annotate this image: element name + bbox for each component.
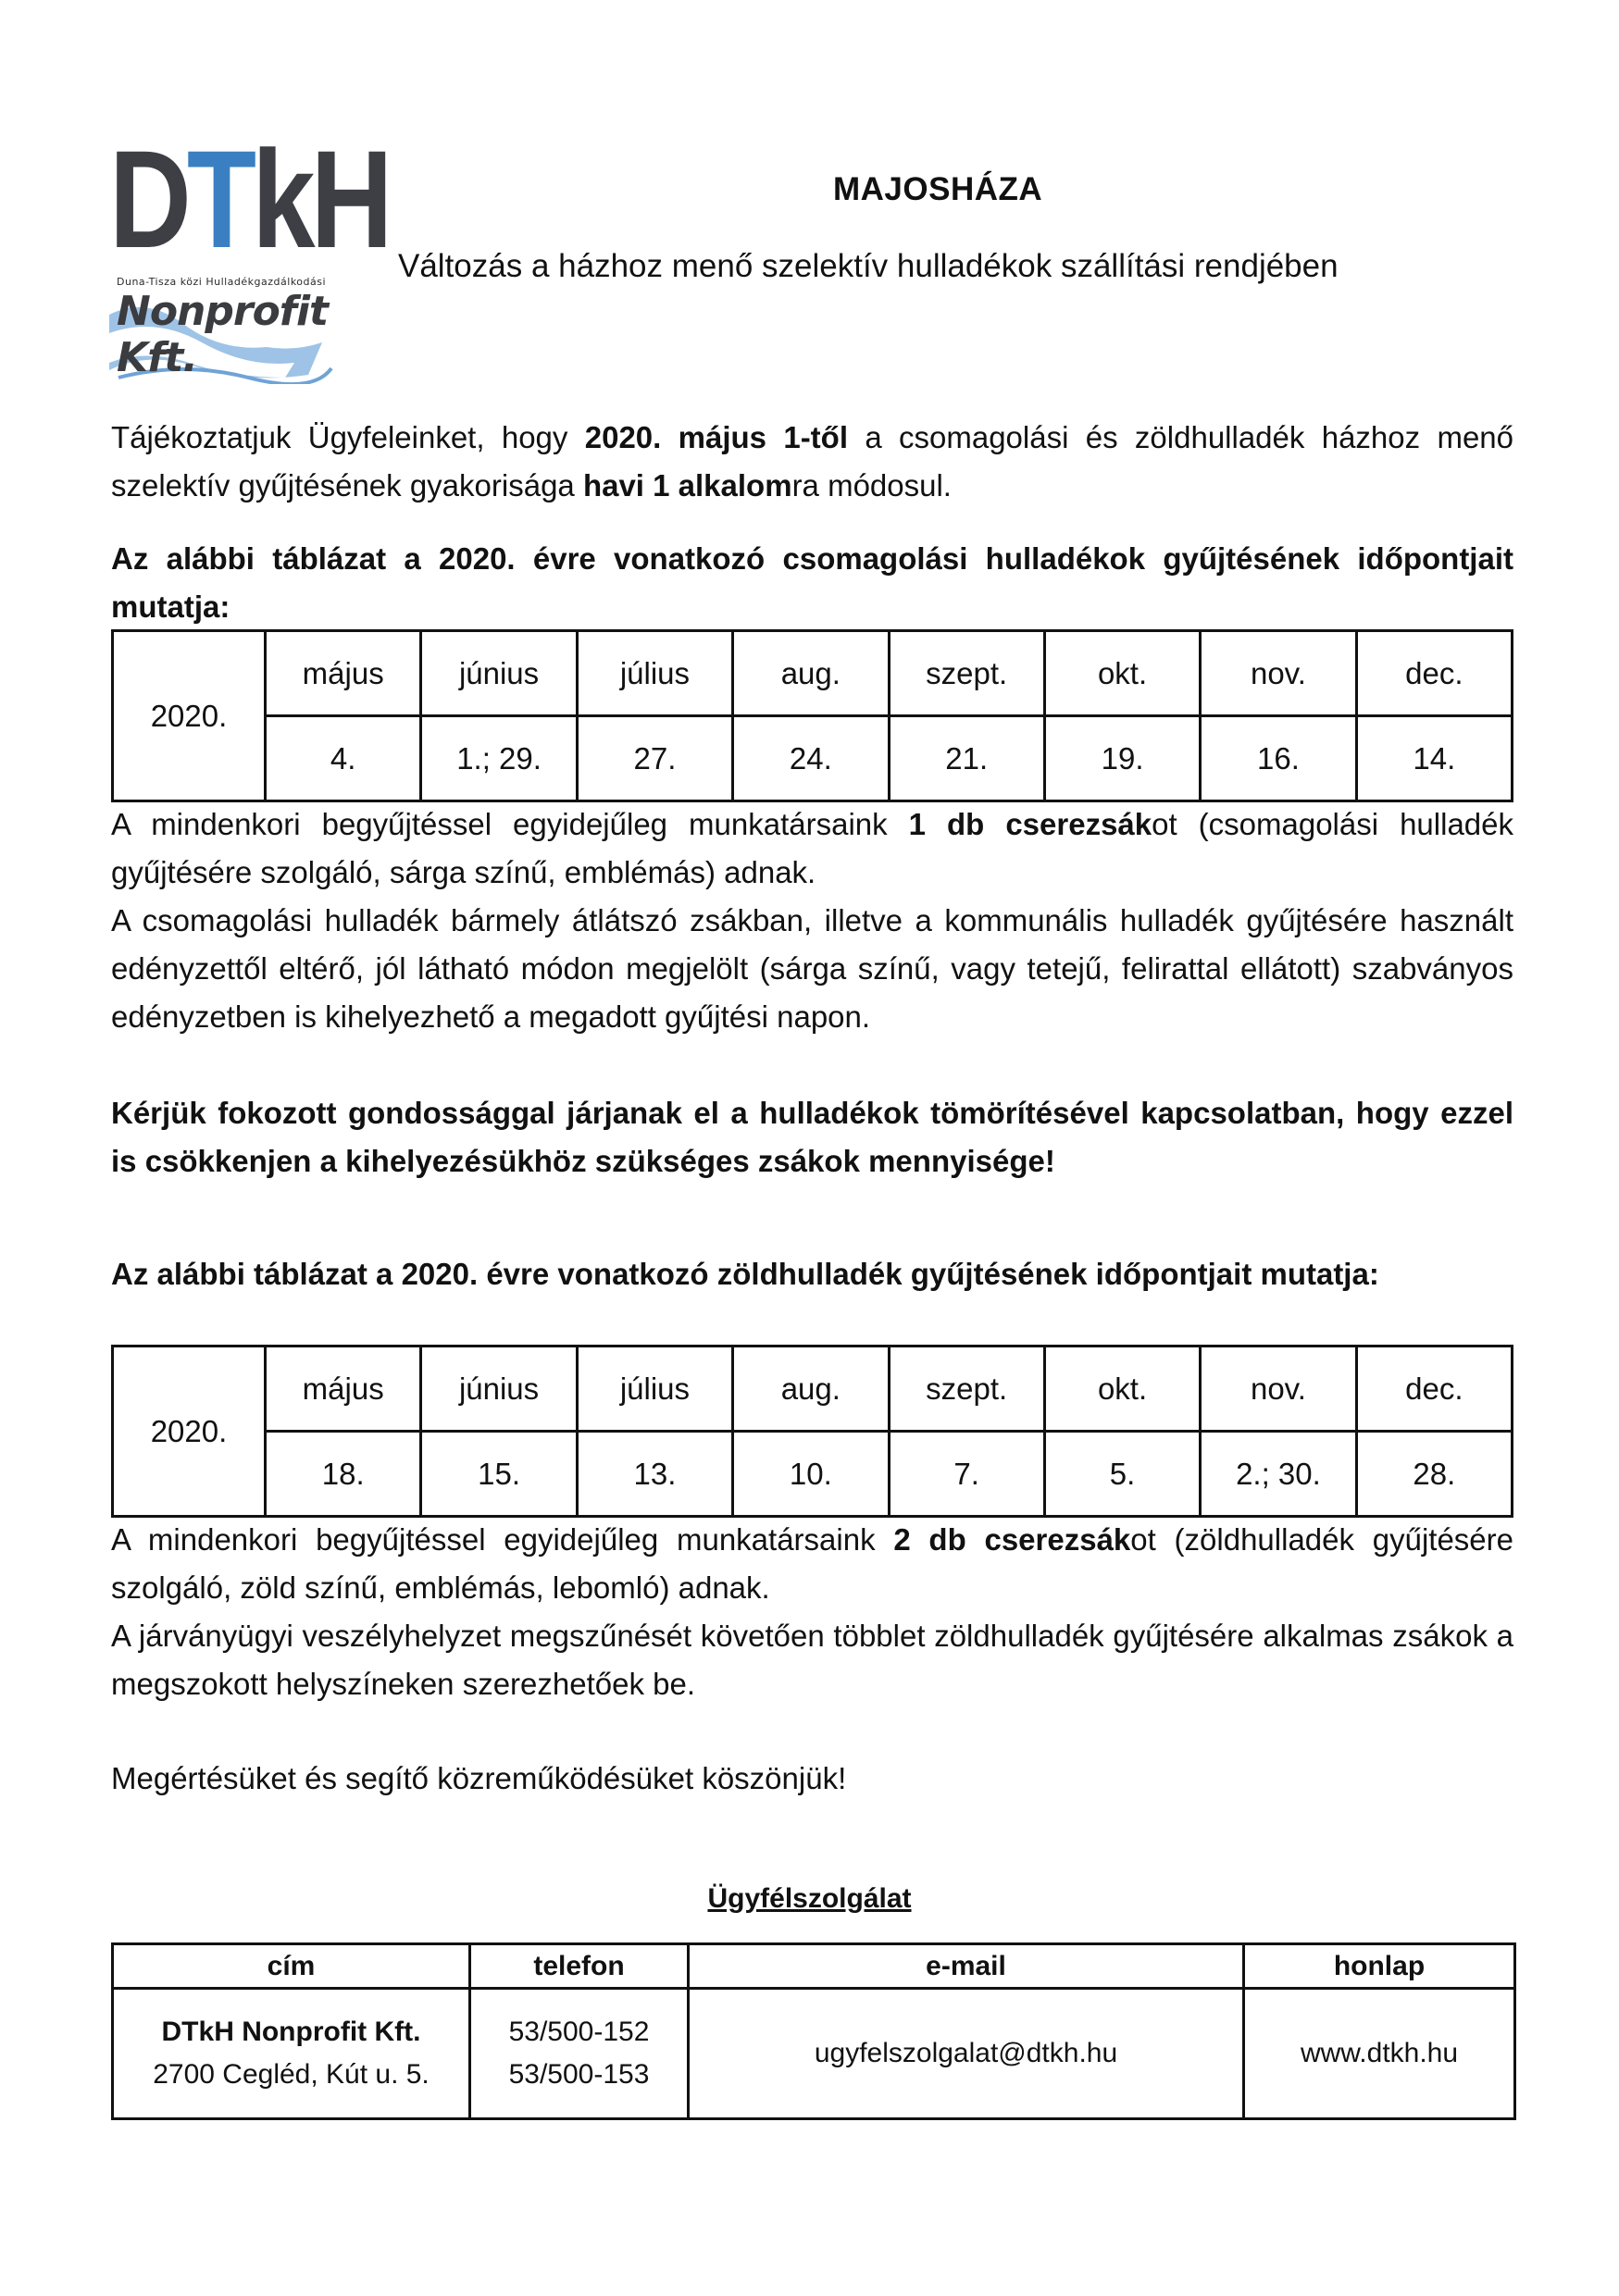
- phone-number[interactable]: 53/500-153: [508, 2059, 650, 2090]
- header-phone: telefon: [470, 1944, 689, 1989]
- table-row: [113, 1432, 1513, 1517]
- header-website: honlap: [1244, 1944, 1515, 1989]
- month-cell: május: [266, 1347, 421, 1432]
- packaging-table-heading: Az alábbi táblázat a 2020. évre vonatkozó csomagolási hulladékok gyűjtésének időpontjait mutatja:: [111, 541, 1513, 624]
- month-cell: július: [577, 631, 732, 716]
- year-cell: 2020.: [113, 631, 266, 801]
- website-link[interactable]: www.dtkh.hu: [1300, 2038, 1459, 2068]
- month-cell: nov.: [1201, 631, 1356, 716]
- logo-tagline: Duna-Tisza közi Hulladékgazdálkodási: [117, 276, 327, 288]
- table-row: [113, 716, 1513, 801]
- month-cell: dec.: [1356, 631, 1512, 716]
- month-cell: szept.: [889, 631, 1044, 716]
- green-bag-note: A mindenkori begyűjtéssel egyidejűleg munkatársaink 2 db cserezsákot (zöldhulladék gyűjtésére szolgáló, zöld színű, emblémás, lebomló) adnak.: [111, 1522, 1513, 1605]
- month-cell: dec.: [1356, 1347, 1512, 1432]
- thanks-text: Megértésüket és segítő közreműködésüket köszönjük!: [111, 1761, 847, 1795]
- month-cell: aug.: [733, 631, 889, 716]
- packaging-container-note: A csomagolási hulladék bármely átlátszó zsákban, illetve a kommunális hulladék gyűjtésére használt edényzettől eltérő, jól látható módon megjelölt (sárga színű, vagy tetejű, felirattal ellátott) szabványos edényzetben is kihelyezhető a megadott gyűjtési napon.: [111, 903, 1513, 1034]
- green-schedule-table: [111, 1345, 1513, 1518]
- logo-company: Nonprofit Kft.: [117, 288, 329, 381]
- date-cell: 7.: [889, 1432, 1044, 1517]
- date-cell: 21.: [889, 716, 1044, 801]
- table-row: [113, 1347, 1513, 1432]
- date-cell: 16.: [1201, 716, 1356, 801]
- month-cell: nov.: [1201, 1347, 1356, 1432]
- date-cell: 18.: [266, 1432, 421, 1517]
- phone-cell: [470, 1989, 689, 2119]
- table-row: [113, 631, 1513, 716]
- contact-table: [111, 1942, 1516, 2120]
- page-title: MAJOSHÁZA: [833, 171, 1043, 207]
- green-extra-bags-note: A járványügyi veszélyhelyzet megszűnését követően többlet zöldhulladék gyűjtésére alkalmas zsákok a megszokott helyszíneken szerezhetőek be.: [111, 1619, 1513, 1701]
- month-cell: aug.: [733, 1347, 889, 1432]
- date-cell: 2.; 30.: [1201, 1432, 1356, 1517]
- date-cell: 5.: [1044, 1432, 1200, 1517]
- header-address: cím: [113, 1944, 470, 1989]
- date-cell: 15.: [421, 1432, 577, 1517]
- month-cell: május: [266, 631, 421, 716]
- date-cell: 24.: [733, 716, 889, 801]
- page-subtitle: Változás a házhoz menő szelektív hulladékok szállítási rendjében: [398, 248, 1339, 284]
- month-cell: okt.: [1044, 1347, 1200, 1432]
- packaging-bag-note: A mindenkori begyűjtéssel egyidejűleg munkatársaink 1 db cserezsákot (csomagolási hulladék gyűjtésére szolgáló, sárga színű, emblémás) adnak.: [111, 807, 1514, 889]
- table-row: [113, 1989, 1515, 2119]
- month-cell: okt.: [1044, 631, 1200, 716]
- logo-letters: DTkH: [109, 121, 389, 277]
- header-email: e-mail: [689, 1944, 1244, 1989]
- date-cell: 14.: [1356, 716, 1512, 801]
- date-cell: 28.: [1356, 1432, 1512, 1517]
- date-cell: 4.: [266, 716, 421, 801]
- date-cell: 10.: [733, 1432, 889, 1517]
- phone-number[interactable]: 53/500-152: [508, 2017, 650, 2047]
- month-cell: június: [421, 1347, 577, 1432]
- compaction-request: Kérjük fokozott gondossággal járjanak el a hulladékok tömörítésével kapcsolatban, hogy ezzel is csökkenjen a kihelyezésükhöz szükséges zsákok mennyisége!: [111, 1096, 1513, 1178]
- packaging-schedule-table: [111, 629, 1513, 802]
- intro-paragraph: Tájékoztatjuk Ügyfeleinket, hogy 2020. május 1-től a csomagolási és zöldhulladék házhoz menő szelektív gyűjtésének gyakorisága havi 1 alkalomra módosul.: [111, 420, 1513, 503]
- website-cell: [1244, 1989, 1515, 2119]
- date-cell: 1.; 29.: [421, 716, 577, 801]
- green-table-heading: Az alábbi táblázat a 2020. évre vonatkozó zöldhulladék gyűjtésének időpontjait mutatja:: [111, 1257, 1379, 1291]
- email-link[interactable]: ugyfelszolgalat@dtkh.hu: [814, 2038, 1118, 2068]
- date-cell: 13.: [577, 1432, 732, 1517]
- month-cell: július: [577, 1347, 732, 1432]
- month-cell: június: [421, 631, 577, 716]
- address-cell: [113, 1989, 470, 2119]
- year-cell: 2020.: [113, 1347, 266, 1517]
- customer-service-title: Ügyfélszolgálat: [707, 1883, 912, 1914]
- company-name: DTkH Nonprofit Kft.: [161, 2017, 421, 2047]
- dtkh-logo: [109, 121, 389, 384]
- street-address: 2700 Cegléd, Kút u. 5.: [153, 2059, 430, 2090]
- date-cell: 19.: [1044, 716, 1200, 801]
- table-header-row: [113, 1944, 1515, 1989]
- date-cell: 27.: [577, 716, 732, 801]
- email-cell: [689, 1989, 1244, 2119]
- month-cell: szept.: [889, 1347, 1044, 1432]
